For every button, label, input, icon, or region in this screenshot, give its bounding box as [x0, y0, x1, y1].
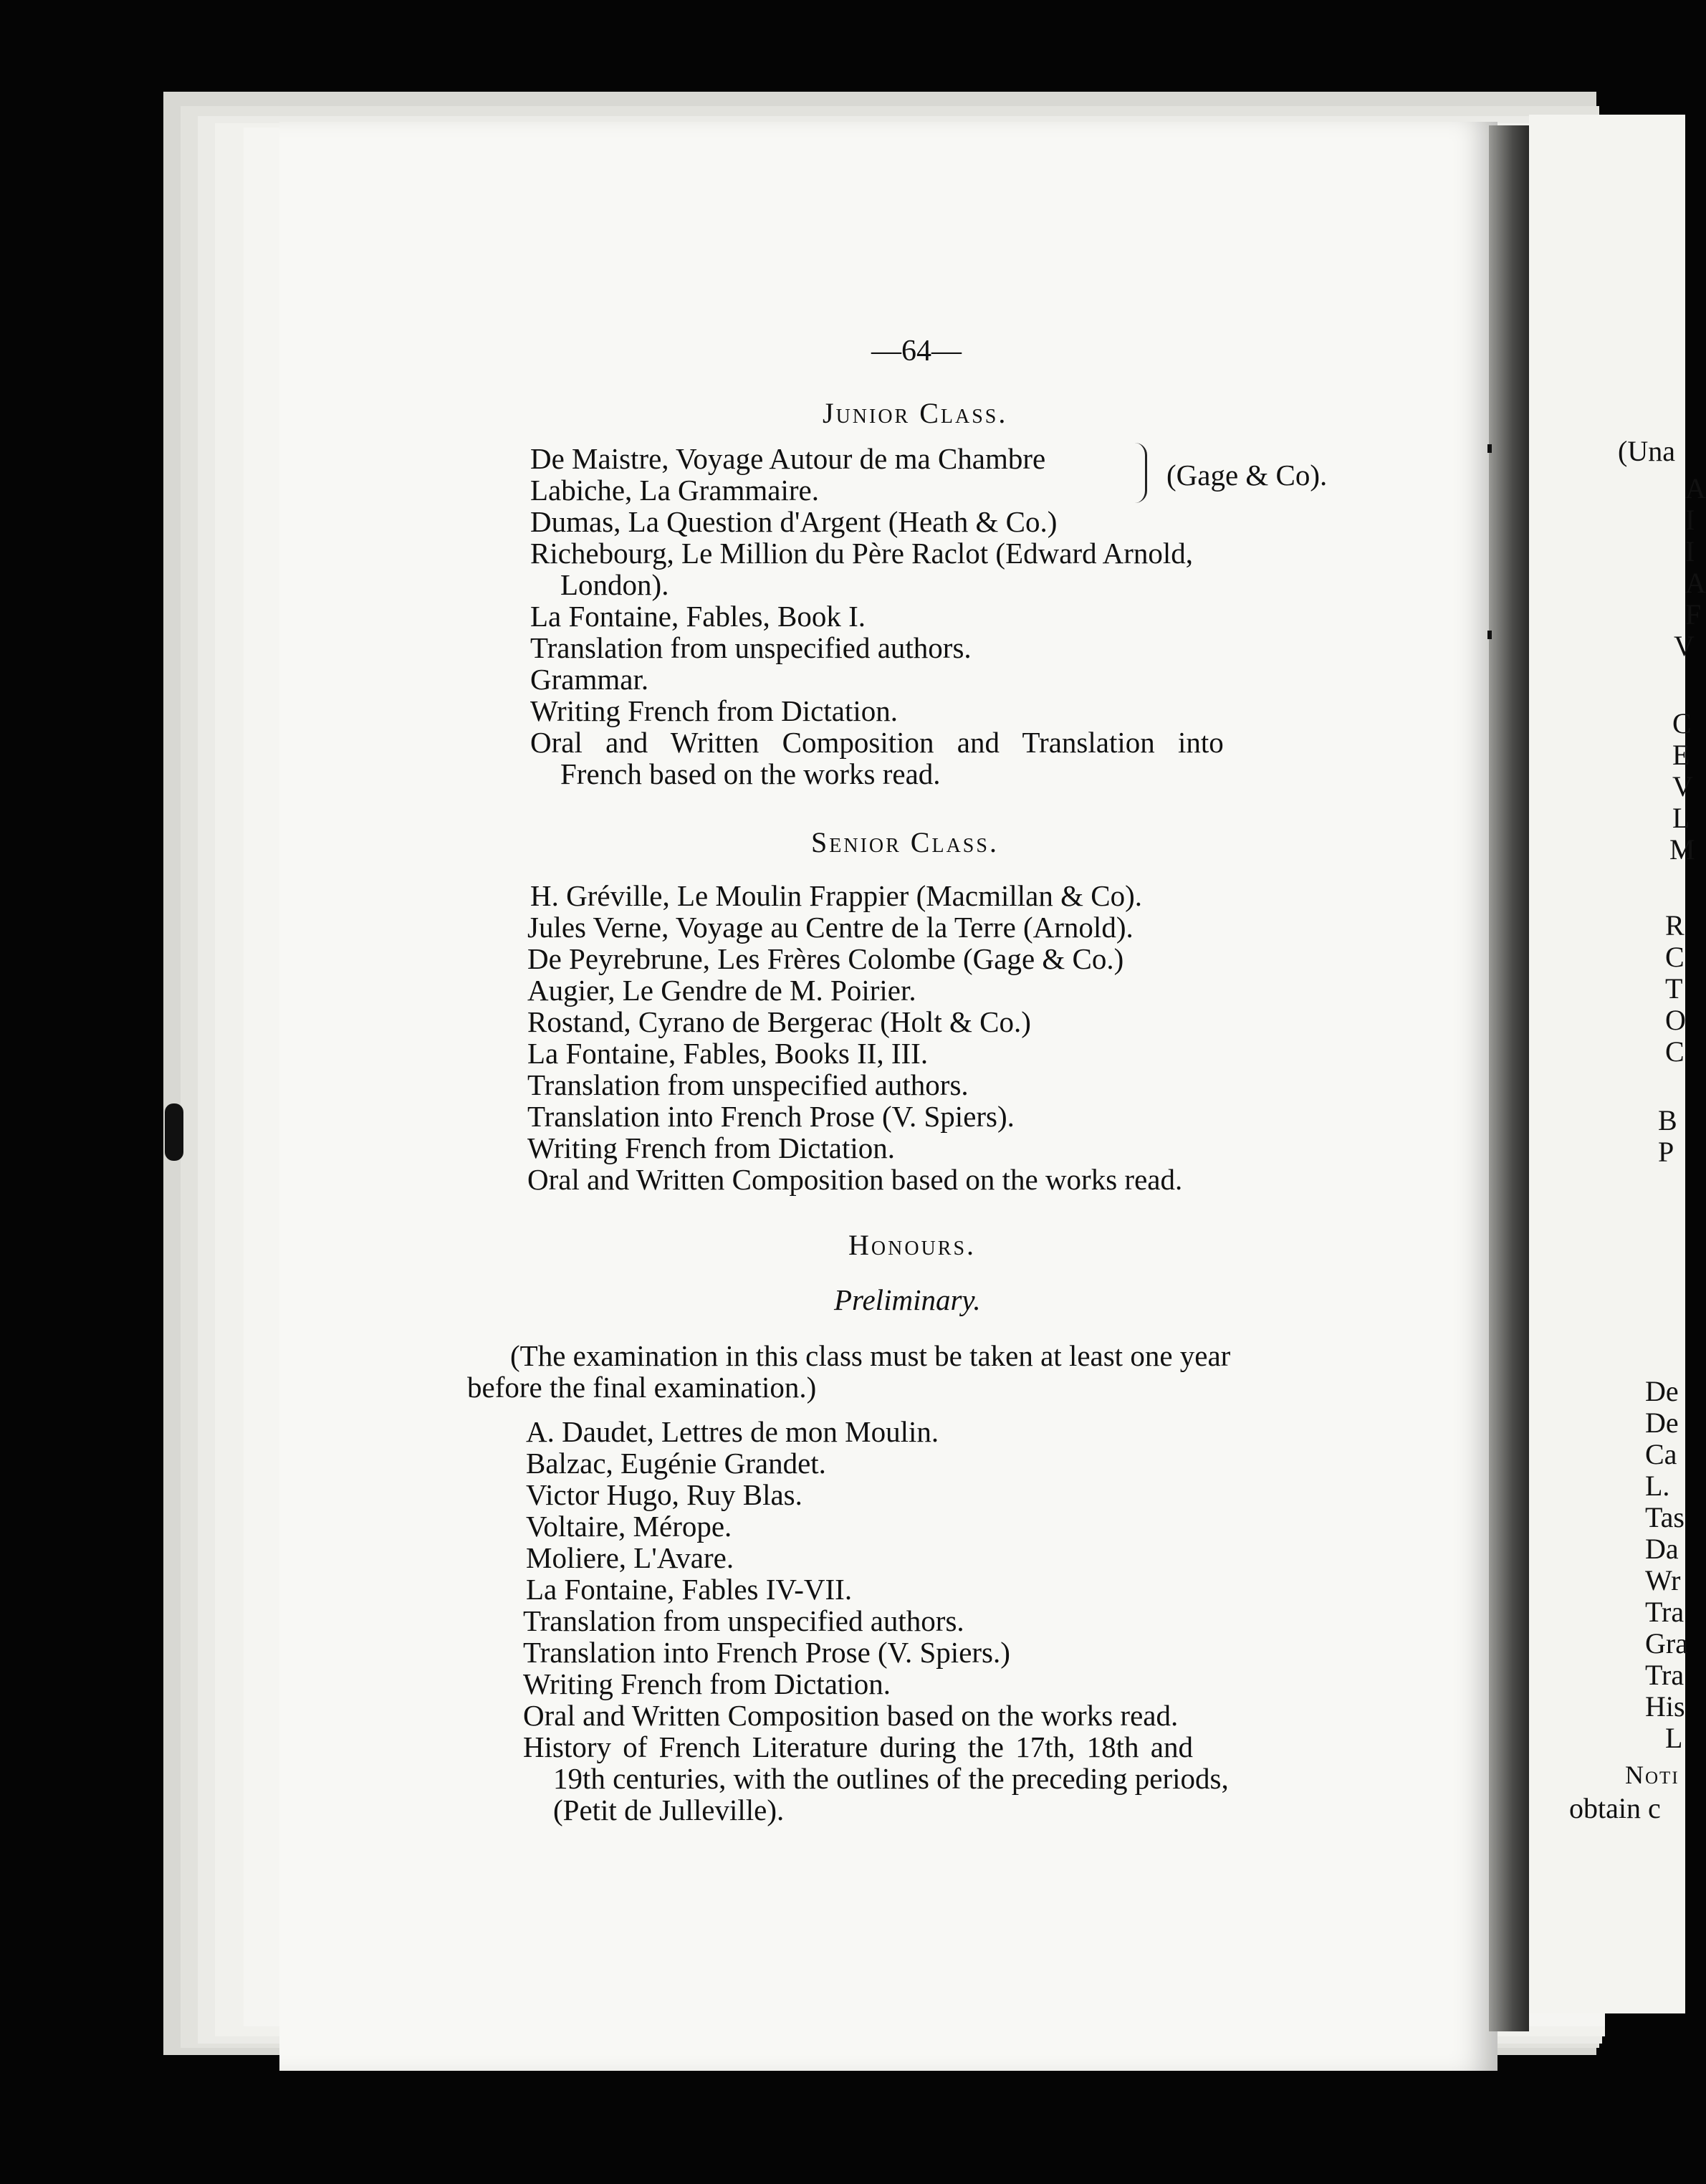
right-fragment: M: [1669, 833, 1695, 866]
right-fragment: V: [1674, 630, 1695, 662]
senior-item: Writing French from Dictation.: [527, 1131, 896, 1164]
honours-item: Voltaire, Mérope.: [526, 1510, 732, 1543]
right-fragment: E: [1672, 739, 1690, 771]
right-fragment: C: [1665, 1035, 1685, 1068]
page-edge-mark: [1487, 631, 1492, 639]
junior-item: Richebourg, Le Million du Père Raclot (Edward Arnold,: [530, 537, 1193, 570]
right-fragment: L.: [1645, 1470, 1670, 1502]
junior-item: Writing French from Dictation.: [530, 694, 898, 727]
right-fragment: Noti: [1625, 1761, 1679, 1789]
page-edge-mark: [1487, 444, 1492, 453]
honours-item: History of French Literature during the 17th, 18th and: [523, 1730, 1193, 1763]
junior-item: Labiche, La Grammaire.: [530, 474, 819, 507]
junior-class-heading: Junior Class.: [823, 397, 1008, 429]
right-fragment: L: [1665, 1722, 1683, 1754]
right-fragment: De: [1645, 1375, 1679, 1407]
right-fragment: F: [1685, 598, 1702, 631]
page-edge-mark: [165, 1103, 183, 1161]
junior-item: Oral and Written Composition and Translation into: [530, 726, 1224, 759]
right-fragment: R: [1665, 909, 1685, 942]
right-fragment: Tas: [1645, 1501, 1685, 1533]
senior-item: Rostand, Cyrano de Bergerac (Holt & Co.): [527, 1005, 1031, 1038]
right-fragment: Tra: [1645, 1596, 1685, 1628]
right-fragment: A: [1685, 472, 1706, 504]
right-fragment: De: [1645, 1407, 1679, 1439]
junior-item: La Fontaine, Fables, Book I.: [530, 600, 866, 633]
right-fragment: B: [1658, 1104, 1677, 1136]
junior-item: Grammar.: [530, 663, 649, 696]
right-page: [1529, 115, 1706, 2013]
senior-item: De Peyrebrune, Les Frères Colombe (Gage & Co.): [527, 942, 1124, 975]
senior-item: Augier, Le Gendre de M. Poirier.: [527, 974, 916, 1007]
right-fragment: V: [1672, 770, 1693, 803]
brace-mark: [1135, 443, 1147, 503]
senior-item: Translation from unspecified authors.: [527, 1068, 969, 1101]
right-fragment: O: [1665, 1004, 1686, 1036]
right-fragment: P: [1658, 1136, 1674, 1168]
book-gutter: [1489, 125, 1529, 2031]
right-fragment: T: [1665, 972, 1683, 1005]
preliminary-subheading: Preliminary.: [834, 1283, 981, 1316]
junior-item: French based on the works read.: [560, 757, 941, 790]
right-fragment: Ca: [1645, 1438, 1677, 1470]
right-fragment: (Una: [1618, 435, 1675, 467]
senior-class-heading: Senior Class.: [811, 826, 999, 858]
senior-item: H. Gréville, Le Moulin Frappier (Macmillan & Co).: [530, 879, 1142, 912]
senior-item: Oral and Written Composition based on the works read.: [527, 1163, 1183, 1196]
right-fragment: C: [1672, 707, 1692, 739]
senior-item: Jules Verne, Voyage au Centre de la Terre (Arnold).: [527, 911, 1134, 944]
right-fragment: Tra: [1645, 1659, 1685, 1691]
honours-item: Translation from unspecified authors.: [523, 1604, 964, 1637]
honours-item: La Fontaine, Fables IV-VII.: [526, 1573, 853, 1606]
right-fragment: Da: [1645, 1533, 1679, 1565]
honours-item: Victor Hugo, Ruy Blas.: [526, 1478, 802, 1511]
honours-note: (The examination in this class must be taken at least one year: [510, 1339, 1231, 1372]
junior-brace-publisher: (Gage & Co).: [1166, 459, 1328, 492]
right-fragment: I: [1685, 504, 1695, 536]
honours-note: before the final examination.): [467, 1371, 817, 1404]
right-fragment: A: [1685, 567, 1706, 599]
right-fragment: obtain c: [1569, 1792, 1661, 1824]
honours-item: (Petit de Julleville).: [553, 1793, 785, 1826]
senior-item: La Fontaine, Fables, Books II, III.: [527, 1037, 929, 1070]
right-fragment: Wr: [1645, 1564, 1681, 1596]
right-fragment: His: [1645, 1690, 1685, 1723]
right-fragment: C: [1665, 941, 1685, 973]
junior-item: London).: [560, 568, 669, 601]
right-fragment: L: [1672, 802, 1690, 834]
honours-item: Writing French from Dictation.: [523, 1667, 891, 1700]
honours-item: Balzac, Eugénie Grandet.: [526, 1447, 826, 1480]
honours-item: 19th centuries, with the outlines of the preceding periods,: [553, 1762, 1229, 1795]
junior-item: De Maistre, Voyage Autour de ma Chambre: [530, 442, 1046, 475]
honours-item: Moliere, L'Avare.: [526, 1541, 734, 1574]
honours-item: Translation into French Prose (V. Spiers.): [523, 1636, 1010, 1669]
junior-item: Dumas, La Question d'Argent (Heath & Co.): [530, 505, 1058, 538]
right-fragment: Gra: [1645, 1627, 1688, 1659]
honours-heading: Honours.: [848, 1229, 977, 1261]
right-fragment: I: [1685, 535, 1695, 567]
honours-item: Oral and Written Composition based on the works read.: [523, 1699, 1179, 1732]
junior-item: Translation from unspecified authors.: [530, 631, 972, 664]
page-number: —64—: [871, 335, 962, 368]
senior-item: Translation into French Prose (V. Spiers).: [527, 1100, 1015, 1133]
honours-item: A. Daudet, Lettres de mon Moulin.: [526, 1415, 939, 1448]
